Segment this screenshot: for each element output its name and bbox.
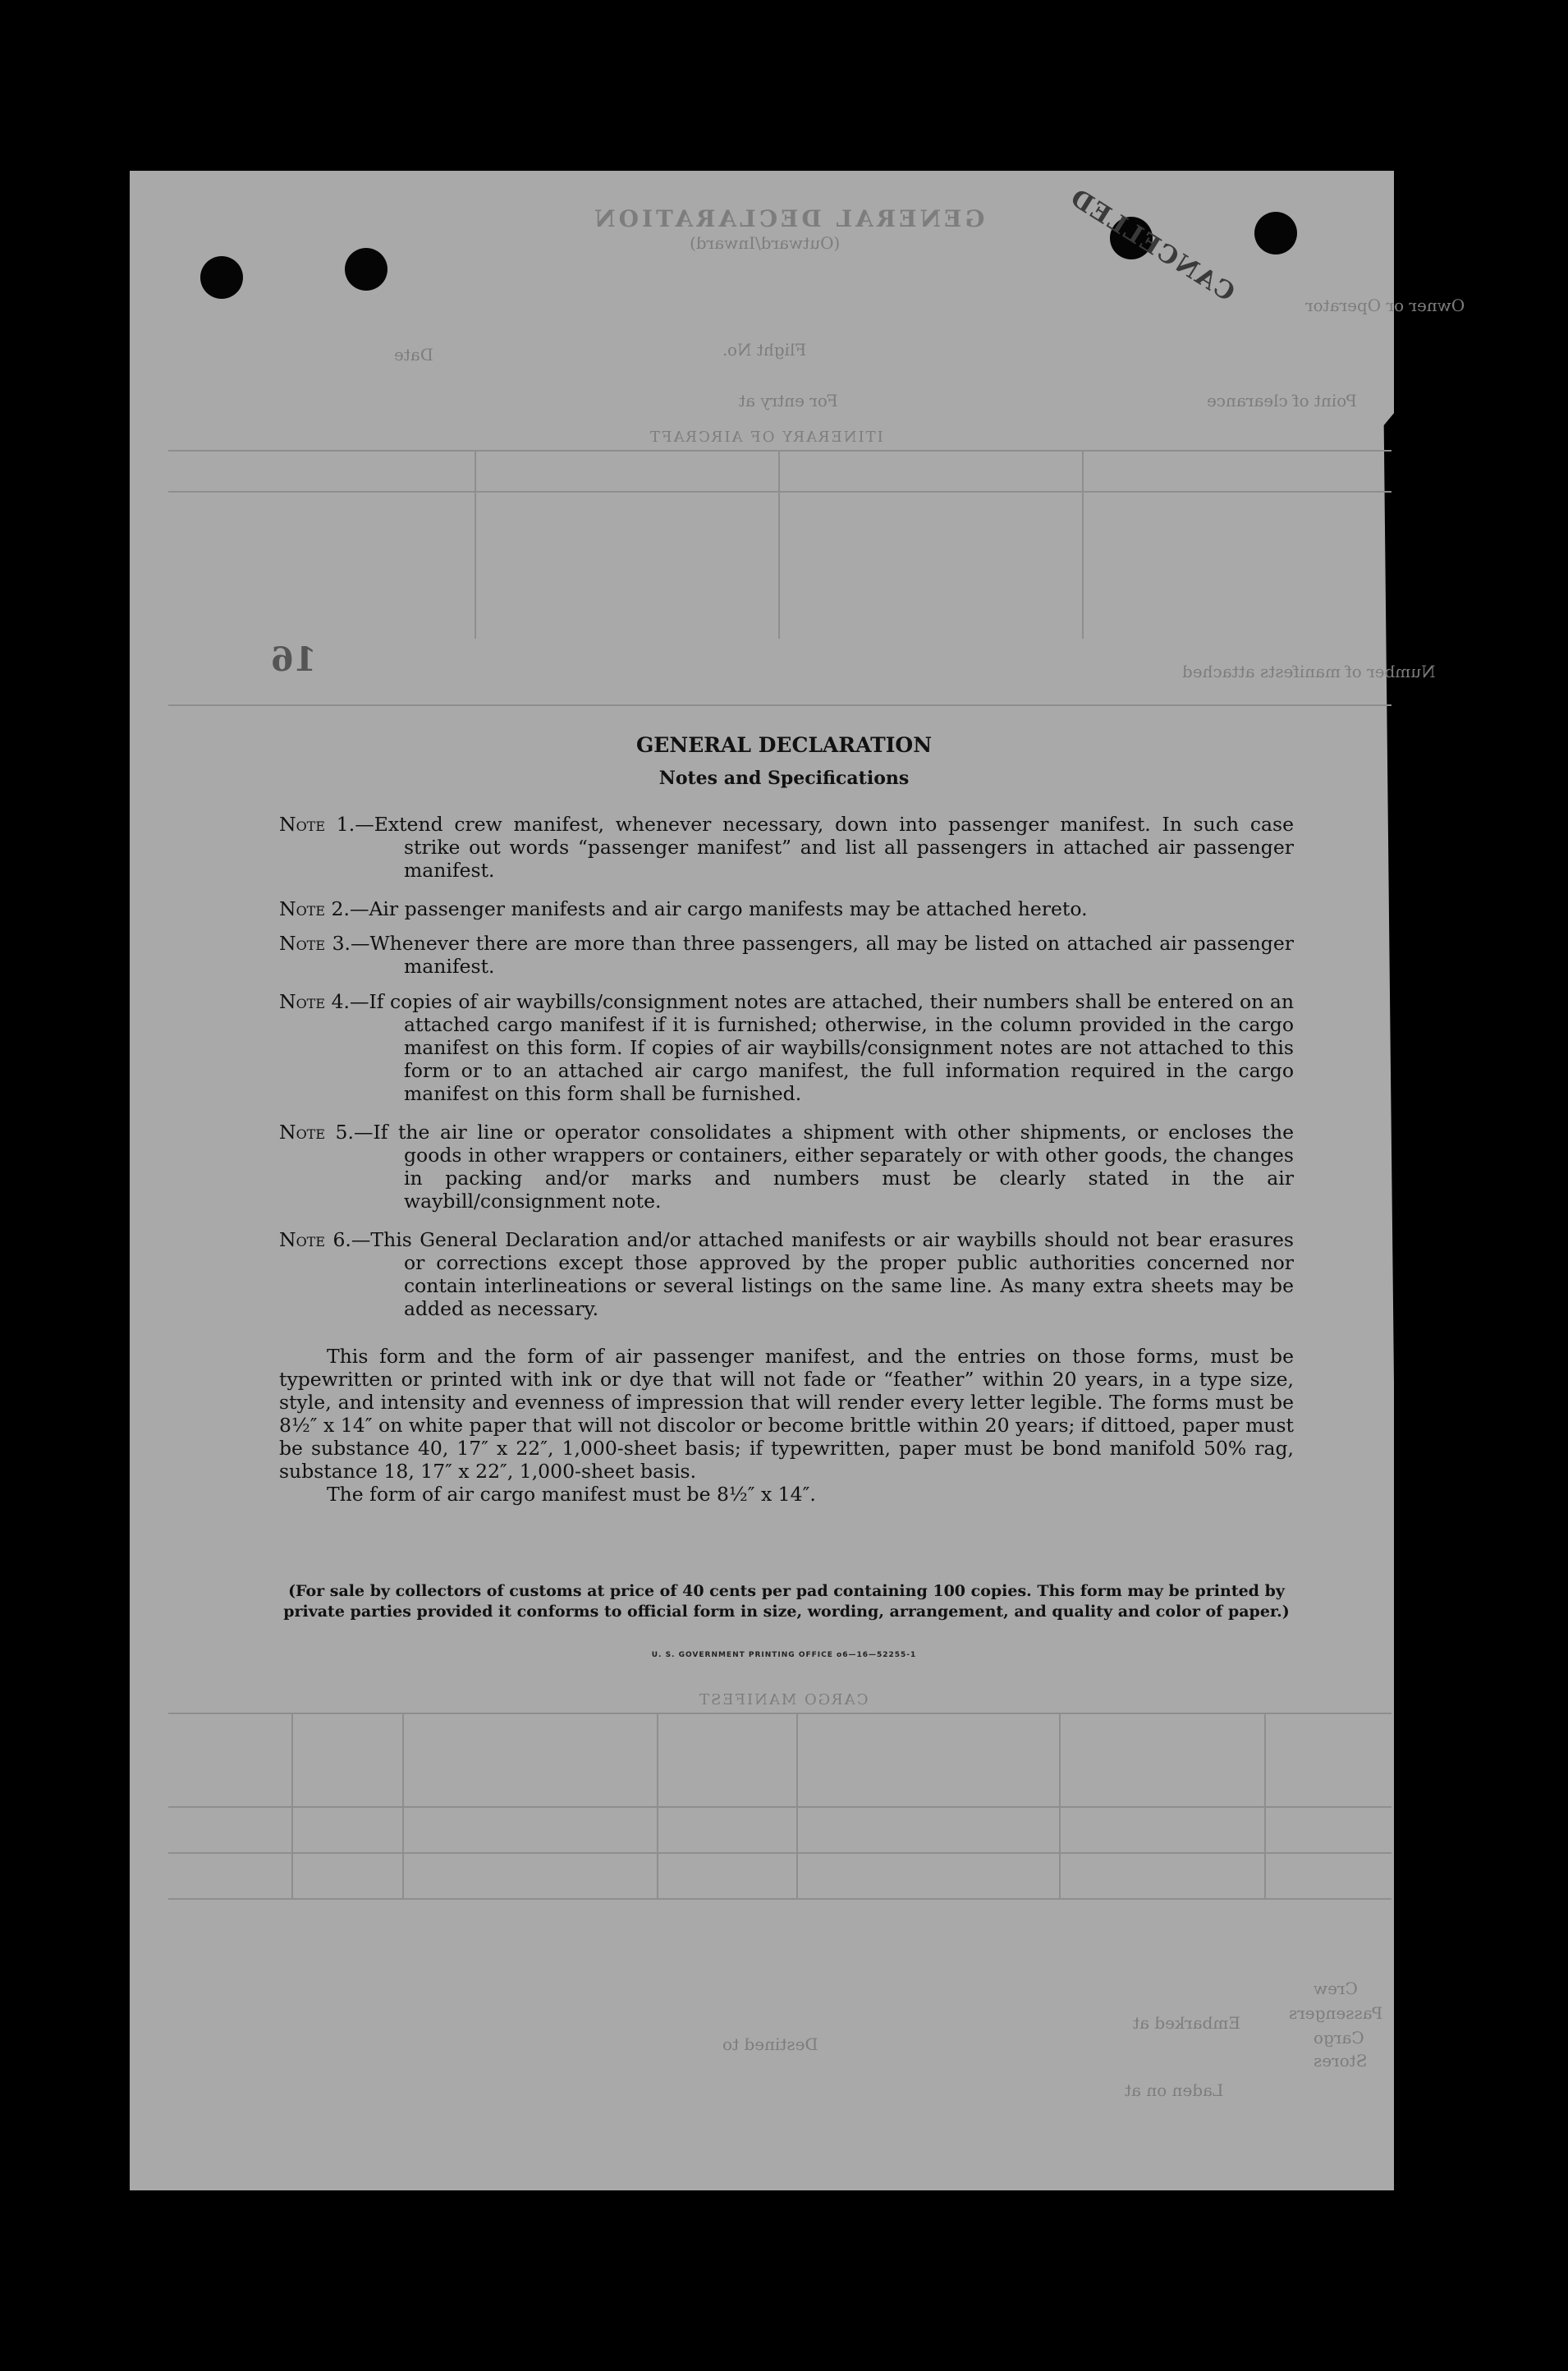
ghost-cargo-label: Cargo	[1314, 2028, 1364, 2048]
ghost-rule	[168, 1713, 1391, 1714]
note-6	[279, 1228, 1294, 1320]
ghost-passengers-label: Passengers	[1289, 2003, 1383, 2023]
note-text: —If copies of air waybills/consignment notes are attached, their numbers shall be entered on an attached cargo manifest if it is furnished; otherwise, in the column provided in the cargo manifest on this form. If copies of air waybills/consignment notes are not attached to this form or to an attached air cargo manifest, the full information required in the cargo manifest on this form shall be furnished.	[349, 990, 1294, 1105]
note-4	[279, 990, 1294, 1105]
ghost-laden-label: Laden on at	[1125, 2080, 1224, 2100]
ghost-rule	[168, 1806, 1391, 1808]
note-text: —If the air line or operator consolidates a shipment with other shipments, or encloses the goods in other wrappers or containers, either separately or with other goods, the changes in packing and/or marks and numbers must be clearly stated in the air waybill/consignment note.	[353, 1121, 1294, 1213]
specification-paragraph: This form and the form of air passenger manifest, and the entries on those forms, must be typewritten or printed with ink or dye that will not fade or “feather” within 20 years, in a type size, style, and intensity and evenness of impression that will render every letter legible. The forms must be 8½″ x 14″ on white paper that will not discolor or become brittle within 20 years; if dittoed, paper must be substance 40, 17″ x 22″, 1,000-sheet basis; if typewritten, paper must be bond manifold 50% rag, substance 18, 17″ x 22″, 1,000-sheet basis.	[279, 1345, 1294, 1483]
ghost-rule	[657, 1713, 658, 1898]
ghost-clearance-label: Point of clearance	[1207, 391, 1357, 410]
cancelled-stamp: CANCELLED	[1064, 182, 1240, 308]
ghost-date-label: Date	[394, 345, 433, 365]
page-title: GENERAL DECLARATION	[635, 733, 933, 757]
ghost-rule	[168, 491, 1391, 493]
ghost-embarked-label: Embarked at	[1133, 2013, 1240, 2033]
note-label: Note 3.	[279, 932, 351, 955]
note-1	[279, 813, 1294, 882]
note-5	[279, 1121, 1294, 1213]
ghost-itinerary-label: ITINERARY OF AIRCRAFT	[649, 429, 883, 446]
ghost-rule	[168, 704, 1391, 706]
ghost-stores-label: Stores	[1314, 2051, 1368, 2071]
ghost-owner-label: Owner or Operator	[1305, 296, 1465, 315]
ghost-rule	[778, 450, 780, 639]
ghost-rule	[796, 1713, 798, 1898]
note-label: Note 6.	[279, 1228, 351, 1251]
ghost-rule	[168, 1852, 1391, 1854]
punch-hole	[200, 256, 243, 299]
ghost-destined-label: Destined to	[722, 2034, 818, 2054]
note-label: Note 1.	[279, 813, 355, 836]
note-3	[279, 932, 1294, 978]
note-text: —Extend crew manifest, whenever necessary, down into passenger manifest. In such case strike out words “passenger manifest” and list all passengers in attached air passenger manifest.	[355, 813, 1294, 882]
ghost-rule	[402, 1713, 404, 1898]
ghost-cargo-manifest-label: CARGO MANIFEST	[698, 1691, 869, 1708]
note-label: Note 5.	[279, 1121, 354, 1144]
cargo-size-line: The form of air cargo manifest must be 8½″ x 14″.	[327, 1483, 816, 1506]
ghost-form-subtitle: (Outward/Inward)	[690, 233, 841, 253]
ghost-crew-label: Crew	[1314, 1979, 1358, 1998]
ghost-entry-label: For entry at	[739, 391, 838, 410]
sale-notice: (For sale by collectors of customs at price of 40 cents per pad containing 100 copies. This form may be printed by private parties provided it conforms to official form in size, wording, arrangement, and quality and color of paper.)	[283, 1582, 1290, 1621]
punch-hole	[1254, 212, 1297, 255]
ghost-rule	[475, 450, 476, 639]
ghost-rule	[168, 1898, 1391, 1900]
punch-hole	[345, 248, 387, 291]
note-2	[279, 897, 1294, 920]
specification-block	[279, 1345, 1294, 1506]
note-text: —Air passenger manifests and air cargo manifests may be attached hereto.	[349, 897, 1088, 920]
ghost-rule	[1082, 450, 1084, 639]
ghost-manifests-label: Number of manifests attached	[1182, 662, 1436, 681]
ghost-rule	[1264, 1713, 1266, 1898]
ghost-manifest-count: 16	[271, 640, 317, 679]
ghost-rule	[1059, 1713, 1061, 1898]
ghost-flight-label: Flight No.	[722, 340, 807, 360]
note-label: Note 2.	[279, 897, 350, 920]
page-subtitle: Notes and Specifications	[658, 768, 910, 789]
ghost-rule	[291, 1713, 293, 1898]
note-label: Note 4.	[279, 990, 350, 1013]
ghost-rule	[168, 450, 1391, 452]
note-text: —This General Declaration and/or attached manifests or air waybills should not bear erasures or corrections except those approved by the proper public authorities concerned nor contain interlineations or several listings on the same line. As many extra sheets may be added as necessary.	[351, 1228, 1294, 1320]
printer-line: U. S. GOVERNMENT PRINTING OFFICE o6—16—52255-1	[651, 1651, 917, 1659]
note-text: —Whenever there are more than three passengers, all may be listed on attached air passenger manifest.	[351, 932, 1294, 978]
ghost-form-title: GENERAL DECLARATION	[591, 205, 985, 232]
